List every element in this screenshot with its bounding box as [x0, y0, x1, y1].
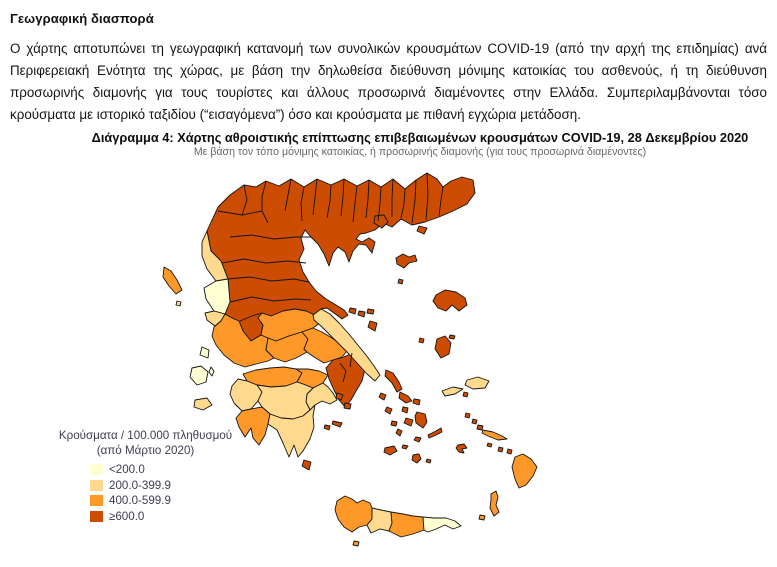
region-santorini	[412, 454, 421, 463]
legend-rows	[90, 464, 258, 522]
region-lesvos	[433, 290, 467, 311]
legend-swatch-lt200	[90, 464, 103, 475]
legend-label-200-399: 200.0-399.9	[109, 478, 171, 492]
legend-label-400-599: 400.0-599.9	[109, 494, 171, 507]
region-paxi	[176, 301, 181, 306]
region-kythira	[302, 460, 311, 470]
region-samos	[465, 377, 489, 389]
figure-subtitle: Με βάση τον τόπο μόνιμης κατοικίας, ή προσωρινής διαμονής (για τους προσωρινά διαμένοντες)	[193, 146, 647, 158]
figure-title: Διάγραμμα 4: Χάρτης αθροιστικής επίπτωσης επιβεβαιωμένων κρουσμάτων COVID-19, 28 Δεκεμβρίου 2020	[91, 130, 749, 145]
region-paros	[404, 418, 413, 426]
intro-paragraph: Ο χάρτης αποτυπώνει τη γεωγραφική κατανομή των συνολικών κρουσμάτων COVID-19 (από την αρχή της επιδημίας) ανά Περιφερειακή Ενότητα της χώρας, με βάση την δηλωθείσα διεύθυνση μόνιμης κατοικίας του ασθενούς, ή τη διεύθυνση προσωρινής διαμονής για τους τουρίστες και άλλους προσωρινά διαμένοντες στην Ελλάδα. Συμπεριλαμβάνονται τόσο κρούσματα με ιστορικό ταξιδίου (“εισαγόμενα”) όσο και κρούσματα με πιθανή εγχώρια μετάδοση.	[10, 41, 767, 122]
region-chios	[435, 336, 451, 358]
region-chania	[335, 496, 372, 532]
legend-swatch-ge600	[90, 511, 103, 522]
region-north-mainland	[207, 173, 475, 341]
region-naxos	[415, 412, 427, 428]
legend-title-line2: (από Μάρτιο 2020)	[96, 444, 195, 457]
region-rhodes	[512, 454, 537, 488]
region-corfu	[163, 267, 182, 294]
section-heading: Γεωγραφική διασπορά	[10, 11, 154, 26]
region-lasithi	[423, 517, 461, 532]
region-andros	[385, 370, 402, 392]
region-lefkada	[200, 347, 209, 358]
region-tinos	[399, 392, 412, 403]
region-preveza	[204, 279, 230, 314]
region-zakynthos	[194, 398, 212, 410]
region-gavdos	[353, 541, 359, 546]
legend-item-lt200	[90, 464, 258, 475]
region-kos	[482, 430, 507, 440]
legend-item-ge600	[90, 511, 258, 522]
region-heraklion	[389, 512, 424, 537]
legend-swatch-200-399	[90, 480, 103, 491]
region-skyros	[368, 321, 377, 331]
region-kefalonia-ithaca	[190, 366, 214, 385]
map-legend	[33, 428, 258, 526]
region-lemnos	[396, 254, 417, 268]
legend-item-400-599	[90, 495, 258, 506]
region-ikaria	[442, 387, 463, 396]
region-milos	[384, 446, 397, 455]
legend-label-lt200: <200.0	[109, 463, 145, 476]
region-amorgos	[428, 428, 442, 438]
legend-swatch-400-599	[90, 495, 103, 506]
legend-label-ge600: ≥600.0	[109, 509, 145, 523]
region-astypalea	[456, 444, 467, 453]
legend-title-line1: Κρούσματα / 100.000 πληθυσμού	[58, 429, 233, 442]
report-page	[0, 11, 777, 567]
region-sporades	[349, 308, 374, 317]
region-karpathos	[490, 491, 499, 516]
region-kasos	[479, 515, 485, 520]
region-samothrace	[417, 226, 427, 234]
legend-title	[33, 428, 258, 458]
legend-item-200-399	[90, 480, 258, 491]
